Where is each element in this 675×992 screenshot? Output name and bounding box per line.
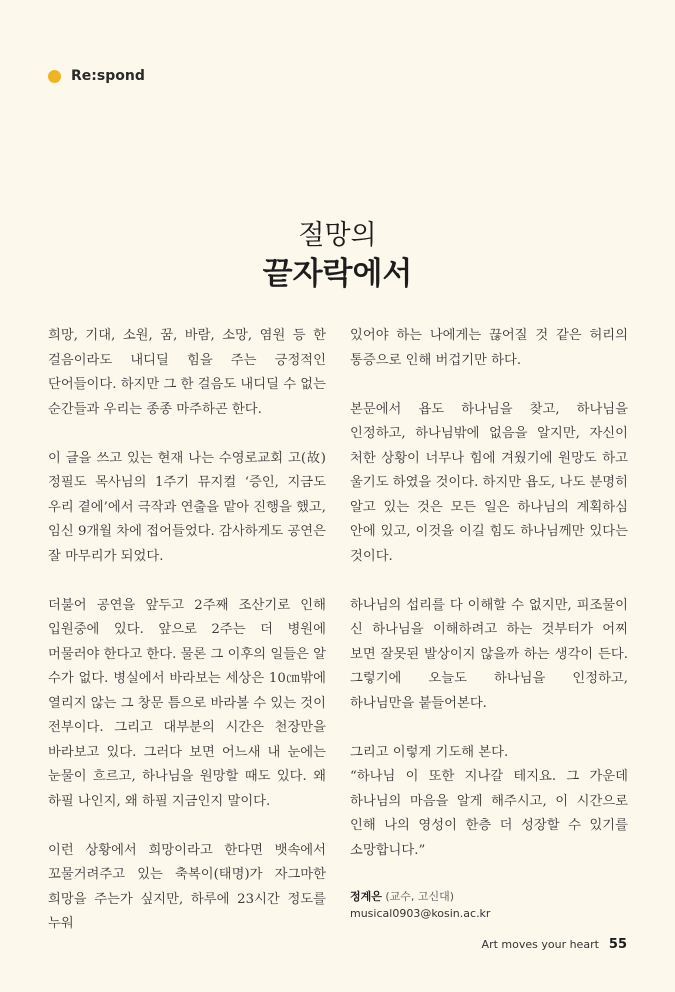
paragraph: 이런 상황에서 희망이라고 한다면 뱃속에서 꼬물거려주고 있는 축복이(태명)가 자그마한 희망을 주는가 싶지만, 하루에 23시간 정도를 누워 xyxy=(48,842,326,931)
left-column xyxy=(48,324,326,961)
section-dot-icon xyxy=(48,70,61,83)
footer-tagline: Art moves your heart xyxy=(481,938,599,951)
page-number: 55 xyxy=(608,937,627,952)
paragraph: 그리고 이렇게 기도해 본다. “하나님 이 또한 지나갈 테지요. 그 가운데 하나님의 마음을 알게 해주시고, 이 시간으로 인해 나의 영성이 한층 더 성장할 수 있기를 소망합니다.” xyxy=(350,744,628,858)
author-email: musical0903@kosin.ac.kr xyxy=(350,906,491,920)
author-name: 정계은 xyxy=(350,889,382,903)
title-line-2: 끝자락에서 xyxy=(262,256,413,292)
paragraph: 있어야 하는 나에게는 끊어질 것 같은 허리의 통증으로 인해 버겁기만 하다. xyxy=(350,328,628,368)
paragraph: 본문에서 욥도 하나님을 찾고, 하나님을 인정하고, 하나님밖에 없음을 알지만, 자신이 처한 상황이 너무나 힘에 겨웠기에 원망도 하고 울기도 하였을 것이다. 하지만 욥도, 나도 분명히 알고 있는 것은 모든 일은 하나님의 계획하심 안에 있고, 이것을 이길 힘도 하나님께만 있다는 것이다. xyxy=(350,401,628,564)
right-column xyxy=(350,324,628,922)
section-label: Re:spond xyxy=(71,68,145,84)
paragraph: 이 글을 쓰고 있는 현재 나는 수영로교회 고(故) 정필도 목사님의 1주기 뮤지컬 ‘증인, 지금도 우리 곁에’에서 극작과 연출을 맡아 진행을 했고, 임신 9개월 차에 접어들었다. 감사하게도 공연은 잘 마무리가 되었다. xyxy=(48,450,326,564)
article-title xyxy=(0,218,675,294)
title-line-1: 절망의 xyxy=(298,220,377,251)
page-footer xyxy=(482,937,627,952)
author-affiliation: (교수, 고신대) xyxy=(385,889,455,903)
paragraph: 희망, 기대, 소원, 꿈, 바람, 소망, 염원 등 한 걸음이라도 내디딜 힘을 주는 긍정적인 단어들이다. 하지만 그 한 걸음도 내디딜 수 없는 순간들과 우리는 종종 마주하곤 한다. xyxy=(48,328,326,417)
paragraph: 하나님의 섭리를 다 이해할 수 없지만, 피조물이 신 하나님을 이해하려고 하는 것부터가 어찌 보면 잘못된 발상이지 않을까 하는 생각이 든다. 그렇기에 오늘도 하나님을 인정하고, 하나님만을 붙들어본다. xyxy=(350,597,628,711)
paragraph: 더불어 공연을 앞두고 2주째 조산기로 인해 입원중에 있다. 앞으로 2주는 더 병원에 머물러야 한다고 한다. 물론 그 이후의 일들은 알 수가 없다. 병실에서 바라보는 세상은 10㎝밖에 열리지 않는 그 창문 틈으로 바라볼 수 있는 것이 전부이다. 그리고 대부분의 시간은 천장만을 바라보고 있다. 그러다 보면 어느새 내 눈에는 눈물이 흐르고, 하나님을 원망할 때도 있다. 왜 하필 나인지, 왜 하필 지금인지 말이다. xyxy=(48,597,326,809)
section-tag xyxy=(48,68,145,84)
author-signature xyxy=(350,888,628,922)
